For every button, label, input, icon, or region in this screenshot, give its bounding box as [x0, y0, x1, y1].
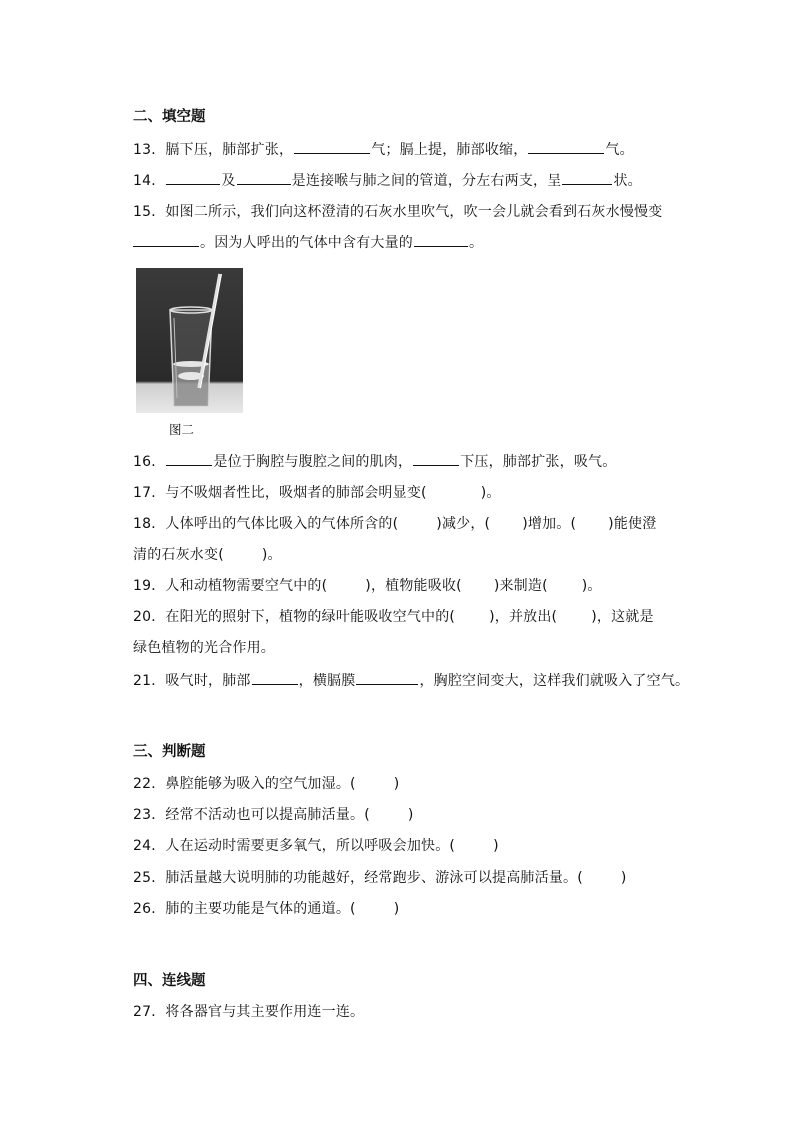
answer-blank[interactable] — [356, 671, 418, 685]
question-15-line-2 — [133, 233, 483, 253]
question-19-text-c: )来制造( — [493, 578, 548, 594]
question-19-text-a: 19．人和动植物需要空气中的( — [133, 578, 328, 594]
answer-blank[interactable] — [562, 171, 612, 185]
question-26-text-a: 26．肺的主要功能是气体的通道。( — [133, 901, 356, 917]
answer-blank[interactable] — [528, 140, 604, 154]
question-14-text-a: 14． — [133, 173, 166, 189]
question-18-text-c: )增加。( — [522, 516, 577, 532]
section-title-fill-blank: 二、填空题 — [133, 109, 206, 125]
question-18-text-line2b: )。 — [261, 547, 282, 563]
question-21 — [133, 671, 689, 691]
question-20-line-1 — [133, 607, 654, 627]
question-15-text-b: 。因为人呼出的气体中含有大量的 — [200, 235, 413, 251]
question-25-text-b: ) — [620, 870, 627, 886]
question-21-text-c: ，胸腔空间变大，这样我们就吸入了空气。 — [419, 673, 690, 689]
answer-blank[interactable] — [413, 452, 459, 466]
question-15-line-1: 15．如图二所示，我们向这杯澄清的石灰水里吹气，吹一会儿就会看到石灰水慢慢变 — [133, 204, 663, 220]
question-18-line-2 — [133, 545, 282, 565]
question-13 — [133, 140, 634, 160]
question-20-text-c: )，这就是 — [591, 609, 654, 625]
question-18-text-b: )减少，( — [436, 516, 491, 532]
question-21-text-b: ，横膈膜 — [298, 673, 356, 689]
question-14-text-c: 是连接喉与肺之间的管道，分左右两支，呈 — [291, 173, 562, 189]
question-14 — [133, 171, 642, 191]
question-24 — [133, 836, 499, 856]
question-23-text-a: 23．经常不活动也可以提高肺活量。( — [133, 807, 370, 823]
question-17 — [133, 483, 501, 503]
question-13-text-a: 13．膈下压，肺部扩张， — [133, 142, 294, 158]
question-26 — [133, 899, 399, 919]
question-26-text-b: ) — [393, 901, 400, 917]
question-18-text-d: )能使澄 — [608, 516, 657, 532]
question-13-text-c: 气。 — [605, 142, 634, 158]
answer-blank[interactable] — [237, 171, 291, 185]
question-16-text-b: 是位于胸腔与腹腔之间的肌肉， — [213, 454, 413, 470]
question-20-text-a: 20．在阳光的照射下，植物的绿叶能吸收空气中的( — [133, 609, 456, 625]
glass-illustration — [136, 268, 243, 413]
question-22-text-b: ) — [393, 776, 400, 792]
question-13-text-b: 气；膈上提，肺部收缩， — [371, 142, 528, 158]
answer-blank[interactable] — [252, 671, 298, 685]
question-23-text-b: ) — [407, 807, 414, 823]
question-27: 27．将各器官与其主要作用连一连。 — [133, 1004, 365, 1020]
limewater-glass-photo — [136, 268, 243, 413]
question-15-text-c: 。 — [469, 235, 484, 251]
question-22-text-a: 22．鼻腔能够为吸入的空气加湿。( — [133, 776, 356, 792]
question-18-text-line2a: 清的石灰水变( — [133, 547, 224, 563]
question-20-line-2: 绿色植物的光合作用。 — [133, 640, 275, 656]
question-21-text-a: 21．吸气时，肺部 — [133, 673, 251, 689]
question-14-text-b: 及 — [221, 173, 236, 189]
question-16-text-c: 下压，肺部扩张，吸气。 — [460, 454, 617, 470]
question-22 — [133, 774, 399, 794]
answer-blank[interactable] — [294, 140, 370, 154]
answer-blank[interactable] — [166, 452, 212, 466]
question-25 — [133, 868, 627, 888]
question-20-text-b: )，并放出( — [489, 609, 558, 625]
answer-blank[interactable] — [133, 233, 199, 247]
section-title-matching: 四、连线题 — [133, 973, 206, 989]
question-19 — [133, 576, 602, 596]
figure-caption: 图二 — [169, 422, 195, 437]
question-17-text-b: )。 — [480, 485, 501, 501]
section-title-judge: 三、判断题 — [133, 744, 206, 760]
question-16-text-a: 16． — [133, 454, 166, 470]
question-18-text-a: 18．人体呼出的气体比吸入的气体所含的( — [133, 516, 399, 532]
question-24-text-a: 24．人在运动时需要更多氧气，所以呼吸会加快。( — [133, 838, 456, 854]
question-14-text-d: 状。 — [613, 173, 642, 189]
question-16 — [133, 452, 616, 472]
answer-blank[interactable] — [166, 171, 220, 185]
question-17-text-a: 17．与不吸烟者性比，吸烟者的肺部会明显变( — [133, 485, 427, 501]
question-19-text-d: )。 — [581, 578, 602, 594]
question-19-text-b: )，植物能吸收( — [365, 578, 462, 594]
question-24-text-b: ) — [493, 838, 499, 854]
question-23 — [133, 805, 414, 825]
question-18-line-1 — [133, 514, 656, 534]
question-25-text-a: 25．肺活量越大说明肺的功能越好，经常跑步、游泳可以提高肺活量。( — [133, 870, 583, 886]
answer-blank[interactable] — [414, 233, 468, 247]
